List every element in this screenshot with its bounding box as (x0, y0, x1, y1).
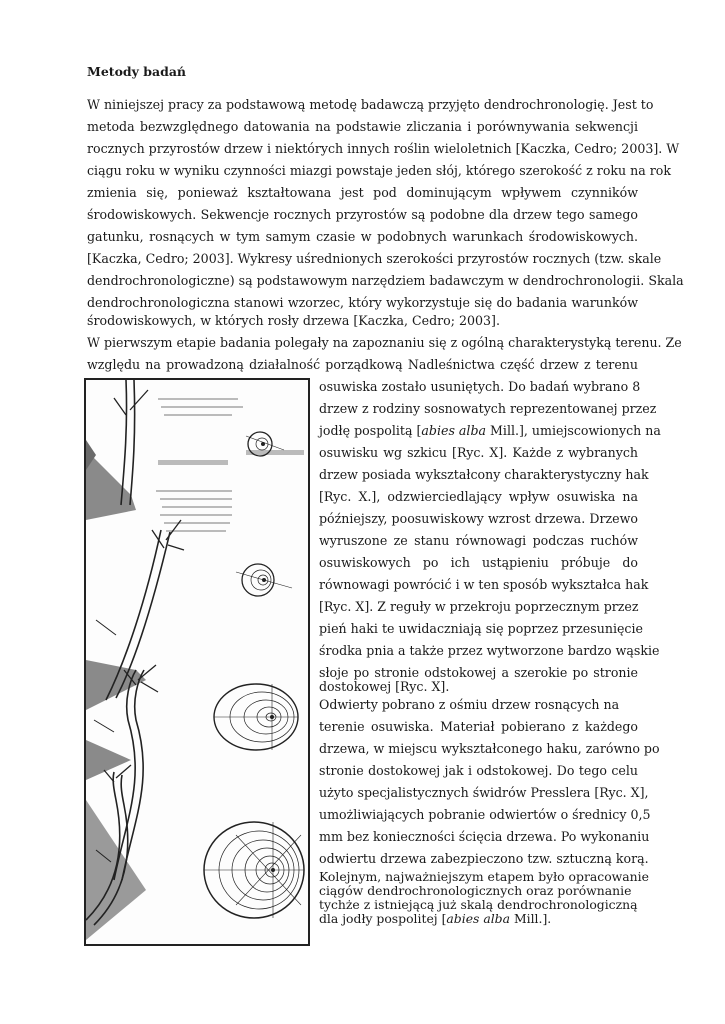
text-line: Odwierty pobrano z ośmiu drzew rosnących na (319, 697, 620, 712)
text-line: drzew posiada wykształcony charakterystyczny hak (319, 467, 649, 482)
text-line: [Ryc. X.], odzwierciedlający wpływ osuwiska na (319, 489, 638, 504)
text-fragment: dla jodły pospolitej [ (319, 911, 447, 926)
text-line: drzew z rodziny sosnowatych reprezentowanej przez (319, 401, 657, 416)
text-fragment: Mill.], umiejscowionych na (486, 423, 661, 438)
text-line: wyruszone ze stanu równowagi podczas ruchów (319, 533, 638, 548)
text-line: rocznych przyrostów drzew i niektórych innych roślin wieloletnich [Kaczka, Cedro; 2003]. W (87, 141, 680, 156)
text-line: dendrochronologiczne) są podstawowym narzędziem badawczym w dendrochronologii. Skala (87, 273, 684, 288)
text-line: ciągów dendrochronologicznych oraz porównanie (319, 883, 632, 898)
tree-hook-figure (84, 378, 310, 946)
movement-arrow (94, 720, 114, 732)
text-line: późniejszy, poosuwiskowy wzrost drzewa. Drzewo (319, 511, 638, 526)
tree-trunk (121, 380, 135, 505)
text-line: równowagi powrócić i w ten sposób wykształca hak (319, 577, 649, 592)
text-line (319, 420, 661, 442)
trunk-cross-section (214, 684, 298, 750)
text-line: tychże z istniejącą już skalą dendrochronologiczną (319, 897, 638, 912)
text-line: użyto specjalistycznych świdrów Presslera [Ryc. X], (319, 785, 649, 800)
text-line: pień haki te uwidaczniają się poprzez przesunięcie (319, 621, 643, 636)
text-line: osuwiskowych po ich ustąpieniu próbuje do (319, 555, 638, 570)
text-line: względu na prowadzoną działalność porządkową Nadleśnictwa część drzew z terenu (87, 357, 638, 372)
tree-branch (114, 390, 148, 415)
page-heading: Metody badań (87, 64, 187, 79)
latin-name: abies alba (446, 911, 510, 926)
text-line: mm bez konieczności ścięcia drzewa. Po wykonaniu (319, 829, 650, 844)
text-line: metoda bezwzględnego datowania na podstawie zliczania i porównywania sekwencji (87, 119, 638, 134)
text-line: słoje po stronie odstokowej a szerokie po stronie (319, 665, 638, 680)
text-line: Kolejnym, najważniejszym etapem było opracowanie (319, 869, 649, 884)
text-line: osuwiska zostało usuniętych. Do badań wybrano 8 (319, 379, 641, 394)
text-fragment: jodłę pospolitą [ (319, 423, 422, 438)
slope-shading (86, 740, 131, 780)
text-line: umożliwiających pobranie odwiertów o średnicy 0,5 (319, 807, 651, 822)
movement-arrow (96, 620, 116, 635)
text-fragment: Mill.]. (510, 911, 552, 926)
text-line: środowiskowych. Sekwencje rocznych przyrostów są podobne dla drzew tego samego (87, 207, 638, 222)
text-line: terenie osuwiska. Materiał pobierano z każdego (319, 719, 638, 734)
text-line: dendrochronologiczna stanowi wzorzec, który wykorzystuje się do badania warunków (87, 295, 638, 310)
text-line: odwiertu drzewa zabezpieczono tzw. sztuczną korą. (319, 851, 649, 866)
text-line: ciągu roku w wyniku czynności miazgi powstaje jeden słój, którego szerokość z roku na rok (87, 163, 671, 178)
trunk-cross-section (236, 564, 292, 596)
latin-name: abies alba (421, 423, 487, 438)
background-scan-lines (156, 398, 304, 532)
text-line: środowiskowych, w których rosły drzewa [Kaczka, Cedro; 2003]. (87, 313, 500, 328)
text-line: środka pnia a także przez wytworzone bardzo wąskie (319, 643, 660, 658)
text-line: zmienia się, ponieważ kształtowana jest pod dominującym wpływem czynników (87, 185, 638, 200)
text-line: gatunku, rosnących w tym samym czasie w podobnych warunkach środowiskowych. (87, 229, 638, 244)
text-line: osuwisku wg szkicu [Ryc. X]. Każde z wybranych (319, 445, 638, 460)
slope-shading (86, 450, 136, 520)
text-line: W niniejszej pracy za podstawową metodę badawczą przyjęto dendrochronologię. Jest to (87, 97, 654, 112)
tree-hook-diagram (86, 380, 308, 944)
trunk-cross-section (204, 822, 304, 918)
text-line: stronie dostokowej jak i odstokowej. Do tego celu (319, 763, 638, 778)
text-line: W pierwszym etapie badania polegały na zapoznaniu się z ogólną charakterystyką terenu. Ze (87, 335, 682, 350)
text-line: [Ryc. X]. Z reguły w przekroju poprzecznym przez (319, 599, 639, 614)
text-line: dostokowej [Ryc. X]. (319, 679, 450, 694)
text-line (319, 912, 551, 926)
text-line: [Kaczka, Cedro; 2003]. Wykresy uśrednionych szerokości przyrostów rocznych (tzw. skale (87, 251, 662, 266)
text-line: drzewa, w miejscu wykształconego haku, zarówno po (319, 741, 660, 756)
